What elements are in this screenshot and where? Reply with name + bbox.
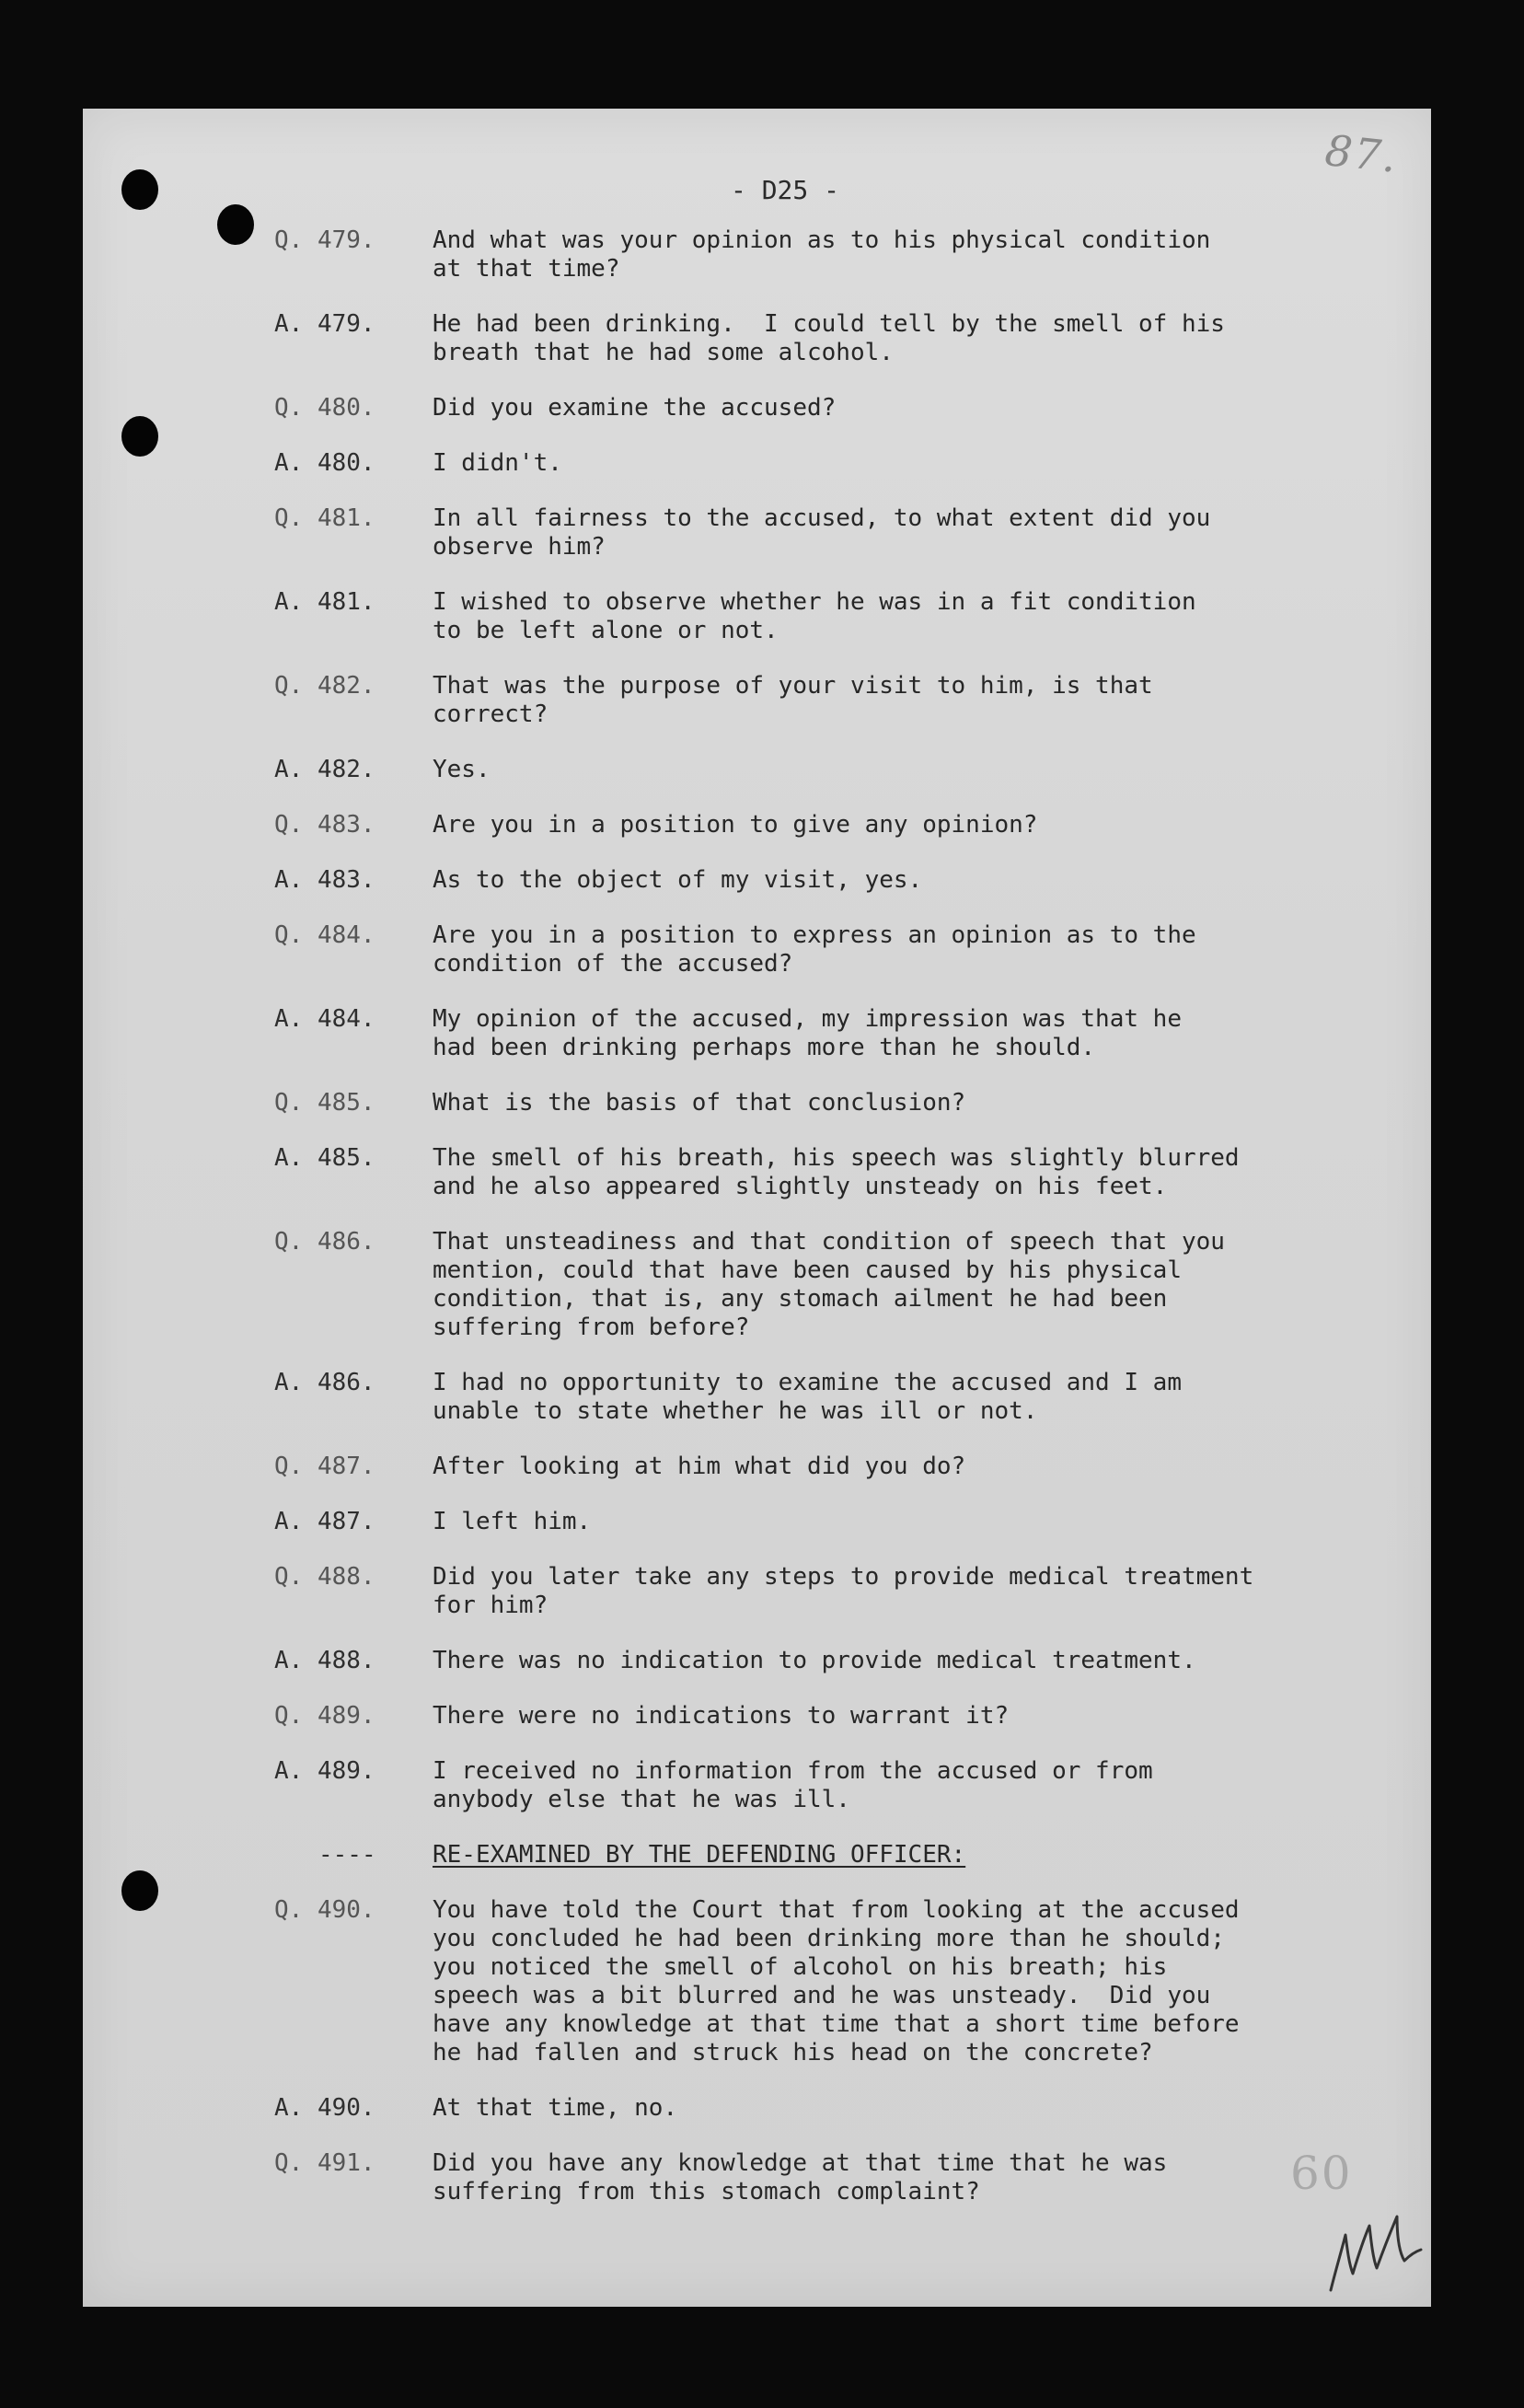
answer-text: I left him. [433, 1508, 592, 1535]
transcript-entry [274, 866, 1415, 895]
answer-text: There was no indication to provide medical treatment. [433, 1647, 1196, 1674]
answer-number: A. 480. [274, 449, 375, 477]
question-text: After looking at him what did you do? [433, 1453, 966, 1480]
transcript-entry [274, 672, 1415, 729]
answer-text: At that time, no. [433, 2094, 678, 2122]
question-number: Q. 486. [274, 1228, 375, 1256]
punch-hole [217, 204, 254, 245]
answer-number: A. 487. [274, 1508, 375, 1535]
transcript-entry [274, 1508, 1415, 1536]
section-dash-marker: ---- [318, 1841, 376, 1869]
transcript-entry [274, 394, 1415, 423]
transcript-entry [274, 2094, 1415, 2123]
transcript-entry [274, 226, 1415, 284]
answer-text: As to the object of my visit, yes. [433, 866, 923, 894]
transcript-entry [274, 756, 1415, 784]
answer-text: I didn't. [433, 449, 562, 477]
answer-number: A. 489. [274, 1757, 375, 1785]
answer-number: A. 481. [274, 588, 375, 616]
answer-number: A. 483. [274, 866, 375, 894]
question-text: Did you have any knowledge at that time that he was suffering from this stomach complaint? [433, 2149, 1168, 2205]
question-number: Q. 488. [274, 1563, 375, 1591]
question-number: Q. 490. [274, 1896, 375, 1924]
question-text: That unsteadiness and that condition of speech that you mention, could that have been caused by his physical condition, that is, any stomach ailment he had been suffering from before? [433, 1228, 1225, 1341]
question-text: Did you examine the accused? [433, 394, 837, 422]
question-number: Q. 484. [274, 921, 375, 949]
section-heading [274, 1841, 1415, 1870]
answer-text: My opinion of the accused, my impression was that he had been drinking perhaps more than he should. [433, 1005, 1182, 1061]
answer-text: The smell of his breath, his speech was slightly blurred and he also appeared slightly unsteady on his feet. [433, 1144, 1240, 1200]
transcript-entry [274, 1453, 1415, 1481]
question-text: And what was your opinion as to his physical condition at that time? [433, 226, 1211, 283]
question-number: Q. 481. [274, 504, 375, 532]
transcript-entry [274, 2149, 1415, 2206]
answer-text: I received no information from the accused or from anybody else that he was ill. [433, 1757, 1153, 1813]
transcript-entry [274, 1089, 1415, 1117]
question-text: Did you later take any steps to provide medical treatment for him? [433, 1563, 1254, 1619]
question-text: You have told the Court that from looking at the accused you concluded he had been drinking more than he should; you noticed the smell of alcohol on his breath; his speech was a bit blurred and he was unsteady. Did you have any knowledge at that time that a short time before he had fallen and struck his head on the concrete? [433, 1896, 1240, 2066]
transcript-entry [274, 1896, 1415, 2067]
transcript-entry [274, 1563, 1415, 1620]
question-text: That was the purpose of your visit to him, is that correct? [433, 672, 1153, 728]
question-number: Q. 482. [274, 672, 375, 700]
question-text: Are you in a position to give any opinion? [433, 811, 1038, 839]
question-text: Are you in a position to express an opinion as to the condition of the accused? [433, 921, 1196, 978]
transcript-entry [274, 1005, 1415, 1062]
answer-text: I had no opportunity to examine the accused and I am unable to state whether he was ill or not. [433, 1369, 1182, 1425]
answer-number: A. 490. [274, 2094, 375, 2122]
transcript-entry [274, 921, 1415, 978]
answer-text: He had been drinking. I could tell by the smell of his breath that he had some alcohol. [433, 310, 1225, 366]
transcript-entry [274, 1702, 1415, 1731]
answer-text: Yes. [433, 756, 491, 783]
page-header: - D25 - [730, 175, 839, 205]
question-number: Q. 485. [274, 1089, 375, 1117]
transcript-entry [274, 504, 1415, 561]
question-number: Q. 489. [274, 1702, 375, 1730]
question-number: Q. 487. [274, 1453, 375, 1480]
transcript-entry [274, 1757, 1415, 1814]
question-text: What is the basis of that conclusion? [433, 1089, 966, 1117]
transcript-entry [274, 310, 1415, 367]
transcript-entry [274, 1144, 1415, 1201]
answer-number: A. 488. [274, 1647, 375, 1674]
question-text: In all fairness to the accused, to what extent did you observe him? [433, 504, 1211, 561]
answer-text: I wished to observe whether he was in a fit condition to be left alone or not. [433, 588, 1196, 644]
question-number: Q. 491. [274, 2149, 375, 2177]
section-heading-text: RE-EXAMINED BY THE DEFENDING OFFICER: [433, 1841, 966, 1869]
punch-hole [121, 416, 158, 457]
question-text: There were no indications to warrant it? [433, 1702, 1010, 1730]
question-number: Q. 483. [274, 811, 375, 839]
punch-hole [121, 1870, 158, 1911]
answer-number: A. 482. [274, 756, 375, 783]
question-number: Q. 479. [274, 226, 375, 254]
answer-number: A. 485. [274, 1144, 375, 1172]
question-number: Q. 480. [274, 394, 375, 422]
transcript-entry [274, 588, 1415, 645]
handwritten-folio-number: 87. [1322, 125, 1401, 182]
transcript-entry [274, 449, 1415, 478]
answer-number: A. 484. [274, 1005, 375, 1033]
answer-number: A. 486. [274, 1369, 375, 1396]
transcript-entry [274, 1369, 1415, 1426]
transcript-entry [274, 1228, 1415, 1342]
transcript-entry [274, 811, 1415, 839]
handwritten-initials [1323, 2194, 1425, 2296]
transcript-body [274, 226, 1415, 2233]
answer-number: A. 479. [274, 310, 375, 338]
stamp-number: 60 [1290, 2147, 1353, 2200]
transcript-entry [274, 1647, 1415, 1675]
